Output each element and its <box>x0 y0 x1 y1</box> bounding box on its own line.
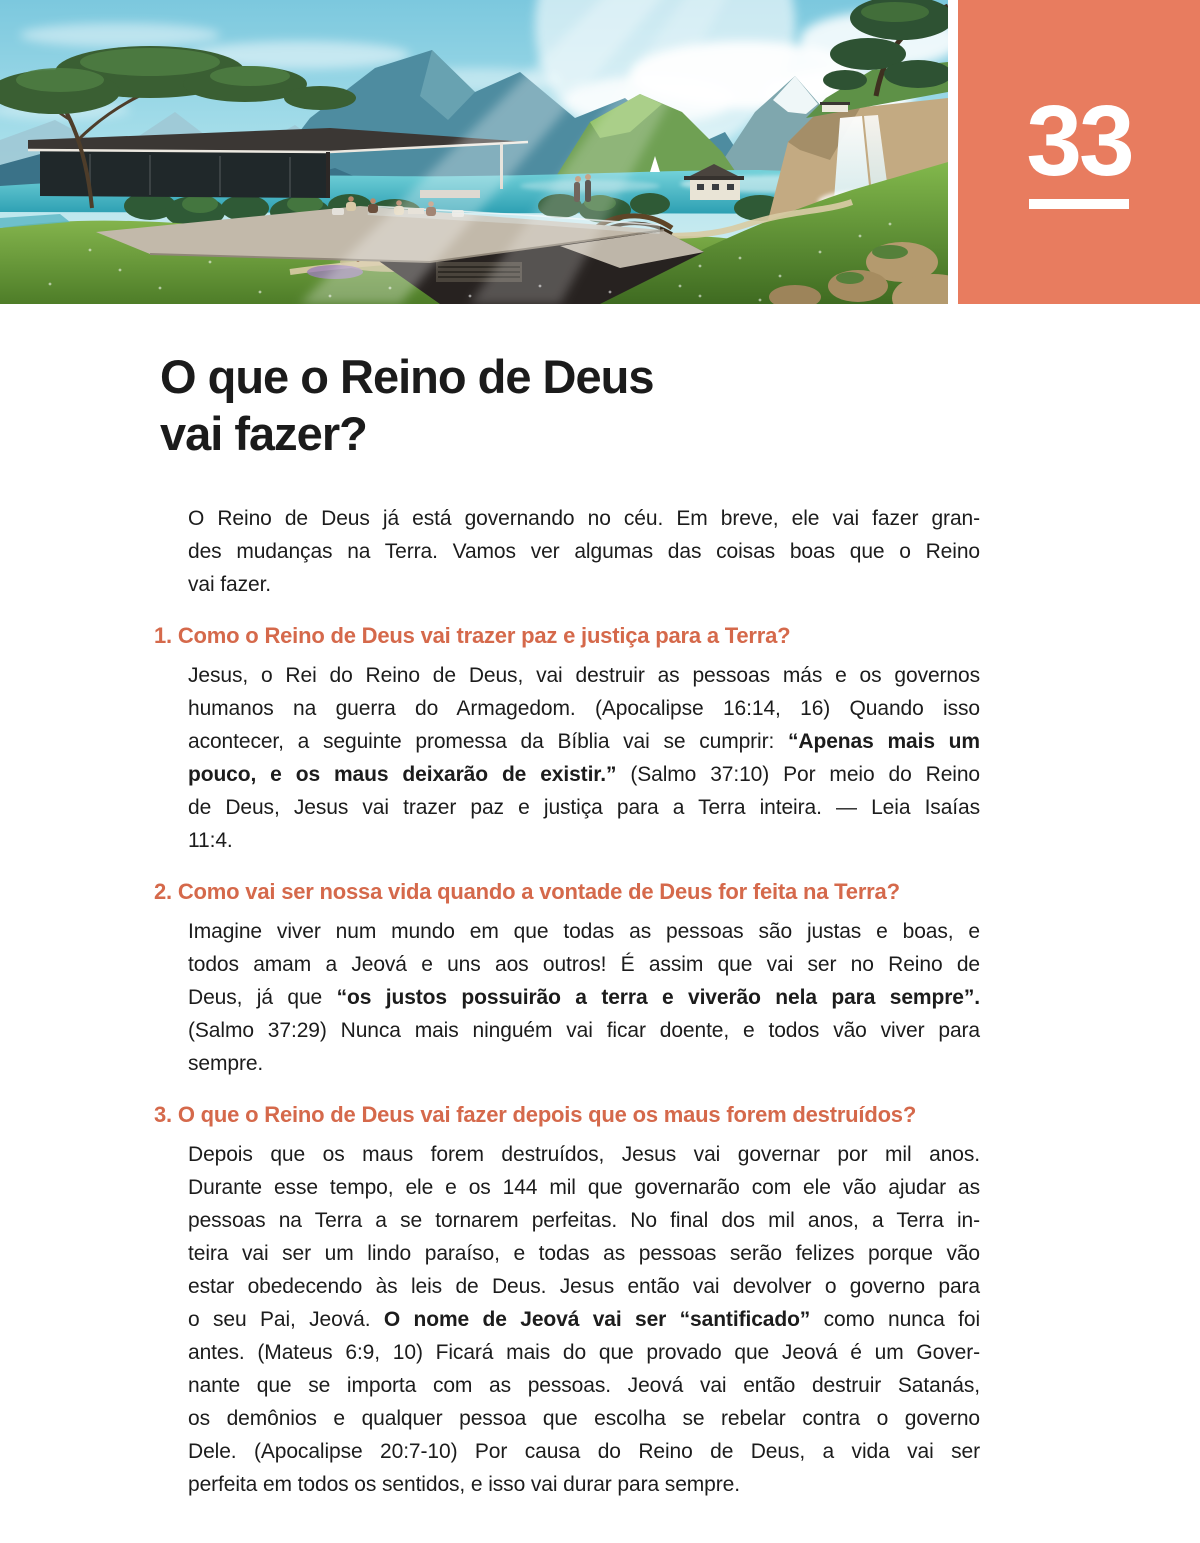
page-title <box>160 348 1200 462</box>
chapter-number: 33 <box>1026 84 1132 197</box>
section-1 <box>154 621 980 857</box>
title-line-1: O que o Reino de Deus <box>160 350 654 403</box>
section-2 <box>154 877 980 1080</box>
question-1-heading: 1. Como o Reino de Deus vai trazer paz e justiça para a Terra? <box>154 623 791 648</box>
title-line-2: vai fazer? <box>160 407 367 460</box>
chapter-badge <box>958 0 1200 304</box>
lesson-content <box>0 304 1200 1501</box>
question-3-heading: 3. O que o Reino de Deus vai fazer depois que os maus forem destruídos? <box>154 1102 917 1127</box>
lesson-body <box>154 502 981 1501</box>
section-3-paragraph: Depois que os maus forem destruídos, Jesus vai governar por mil anos. Durante esse tempo, ele e os 144 mil que governarão com ele vão ajudar as pessoas na Terra a se tornarem perfeitas. No final dos mil anos, a Terra in- teira vai ser um lindo paraíso, e todas as pessoas serão felizes porque vão estar obedecendo às leis de Deus. Jesus então vai devolver o governo para o seu Pai, Jeová. O nome de Jeová vai ser “santificado” como nunca foi antes. (Mateus 6:9, 10) Ficará mais do que provado que Jeová é um Gover- nante que se importa com as pessoas. Jeová vai então destruir Satanás, os demônios e qualquer pessoa que escolha se rebelar contra o governo Dele. (Apocalipse 20:7-10) Por causa do Reino de Deus, a vida vai ser perfeita em todos os sentidos, e isso vai durar para sempre. <box>188 1143 981 1496</box>
paradise-landscape-illustration <box>0 0 948 304</box>
hero-image <box>0 0 948 304</box>
section-3 <box>154 1100 981 1501</box>
question-2-heading: 2. Como vai ser nossa vida quando a vontade de Deus for feita na Terra? <box>154 879 900 904</box>
chapter-underline <box>1029 199 1129 209</box>
section-2-paragraph: Imagine viver num mundo em que todas as pessoas são justas e boas, e todos amam a Jeová e uns aos outros! É assim que vai ser no Reino de Deus, já que “os justos possuirão a terra e viverão nela para sempre”. (Salmo 37:29) Nunca mais ninguém vai ficar doente, e todos vão viver para sempre. <box>188 920 980 1075</box>
intro-paragraph: O Reino de Deus já está governando no céu. Em breve, ele vai fazer gran- des mudanças na Terra. Vamos ver algumas das coisas boas que o Reino vai fazer. <box>188 507 980 596</box>
hero-header <box>0 0 1200 304</box>
cliff-house <box>822 104 848 112</box>
section-1-paragraph: Jesus, o Rei do Reino de Deus, vai destruir as pessoas más e os governos humanos na guerra do Armagedom. (Apocalipse 16:14, 16) Quando isso acontecer, a seguinte promessa da Bíblia vai se cumprir: “Apenas mais um pouco, e os maus deixarão de existir.” (Salmo 37:10) Por meio do Reino de Deus, Jesus vai trazer paz e justiça para a Terra inteira. — Leia Isaías 11:4. <box>188 664 980 852</box>
